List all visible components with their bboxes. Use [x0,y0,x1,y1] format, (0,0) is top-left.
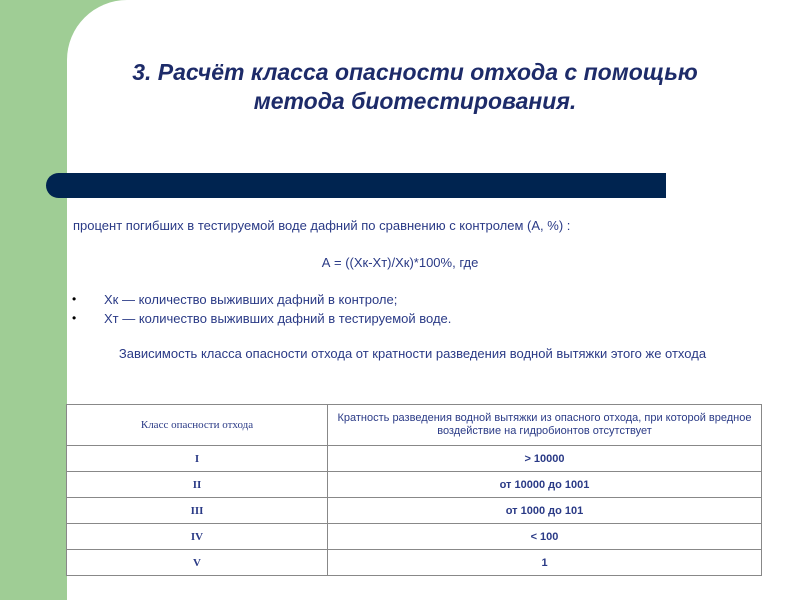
class-cell: III [67,498,328,524]
slide-title [70,58,760,116]
header-hazard-class: Класс опасности отхода [67,405,328,446]
table-row [67,472,762,498]
list-item: • Хт — количество выживших дафний в тестируемой воде. [72,309,451,328]
navy-divider-bar [46,173,666,198]
table-row [67,550,762,576]
list-item: • Хк — количество выживших дафний в контроле; [72,290,451,309]
dilution-cell: > 10000 [328,446,762,472]
table-header-row [67,405,762,446]
dependency-caption: Зависимость класса опасности отхода от кратности разведения водной вытяжки этого же отхода [118,346,707,361]
class-cell: II [67,472,328,498]
bullet-list [72,290,451,328]
dilution-cell: от 1000 до 101 [328,498,762,524]
title-line-2: метода биотестирования. [253,88,577,114]
intro-text: процент погибших в тестируемой воде дафний по сравнению с контролем (А, %) : [73,218,571,233]
title-line-1: 3. Расчёт класса опасности отхода с помощью [132,59,698,85]
dilution-cell: от 10000 до 1001 [328,472,762,498]
table-row [67,524,762,550]
table-row [67,498,762,524]
hazard-class-table [66,404,762,576]
class-cell: I [67,446,328,472]
formula-text: А = ((Хк-Хт)/Хк)*100%, где [321,255,479,270]
class-cell: IV [67,524,328,550]
class-cell: V [67,550,328,576]
dilution-cell: 1 [328,550,762,576]
dilution-cell: < 100 [328,524,762,550]
table-row [67,446,762,472]
header-dilution: Кратность разведения водной вытяжки из опасного отхода, при которой вредное воздействие на гидробионтов отсутствует [328,405,762,446]
